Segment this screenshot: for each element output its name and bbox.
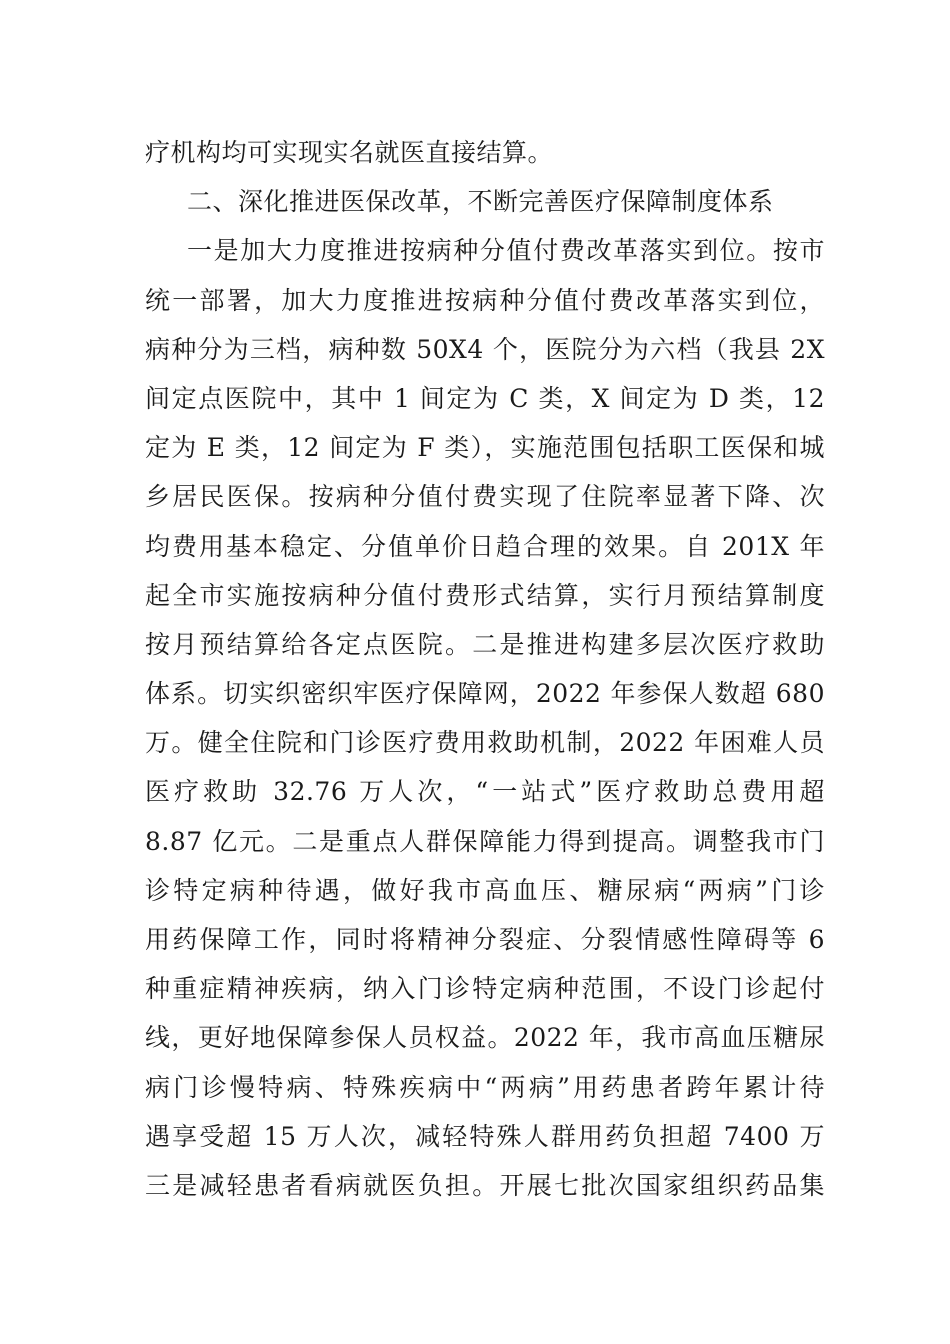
text-line: 三是减轻患者看病就医负担。开展七批次国家组织药品集: [145, 1170, 825, 1200]
text-line: 病门诊慢特病、特殊疾病中“两病”用药患者跨年累计待: [145, 1072, 825, 1102]
text-line: 医疗救助 32.76 万人次，“一站式”医疗救助总费用超: [145, 777, 825, 807]
text-line: 疗机构均可实现实名就医直接结算。: [145, 138, 554, 167]
text-line: 一是加大力度推进按病种分值付费改革落实到位。按市: [187, 236, 825, 266]
text-line: 间定点医院中，其中 1 间定为 C 类，X 间定为 D 类，12: [145, 383, 825, 413]
document-body: [145, 128, 825, 1210]
text-line: 用药保障工作，同时将精神分裂症、分裂情感性障碍等 6: [145, 925, 825, 954]
text-line: 体系。切实织密织牢医疗保障网，2022 年参保人数超 680: [145, 679, 825, 709]
text-line: 定为 E 类，12 间定为 F 类），实施范围包括职工医保和城: [145, 433, 825, 463]
text-line: 8.87 亿元。二是重点人群保障能力得到提高。调整我市门: [145, 826, 825, 856]
text-line: 按月预结算给各定点医院。二是推进构建多层次医疗救助: [145, 629, 825, 659]
text-line: 线，更好地保障参保人员权益。2022 年，我市高血压糖尿: [145, 1023, 825, 1053]
text-line: 种重症精神疾病，纳入门诊特定病种范围，不设门诊起付: [145, 974, 825, 1004]
text-line: 乡居民医保。按病种分值付费实现了住院率显著下降、次: [145, 482, 825, 512]
text-line: 均费用基本稳定、分值单价日趋合理的效果。自 201X 年: [145, 531, 825, 561]
text-line: 病种分为三档，病种数 50X4 个，医院分为六档（我县 2X: [145, 334, 825, 364]
text-line: 万。健全住院和门诊医疗费用救助机制，2022 年困难人员: [145, 728, 825, 758]
text-line: 遇享受超 15 万人次，减轻特殊人群用药负担超 7400 万: [145, 1121, 825, 1151]
text-line: 起全市实施按病种分值付费形式结算，实行月预结算制度: [145, 580, 825, 610]
text-line: 诊特定病种待遇，做好我市高血压、糖尿病“两病”门诊: [145, 875, 825, 905]
text-line: 统一部署，加大力度推进按病种分值付费改革落实到位，: [145, 285, 825, 315]
section-heading: 二、深化推进医保改革，不断完善医疗保障制度体系: [187, 187, 774, 217]
